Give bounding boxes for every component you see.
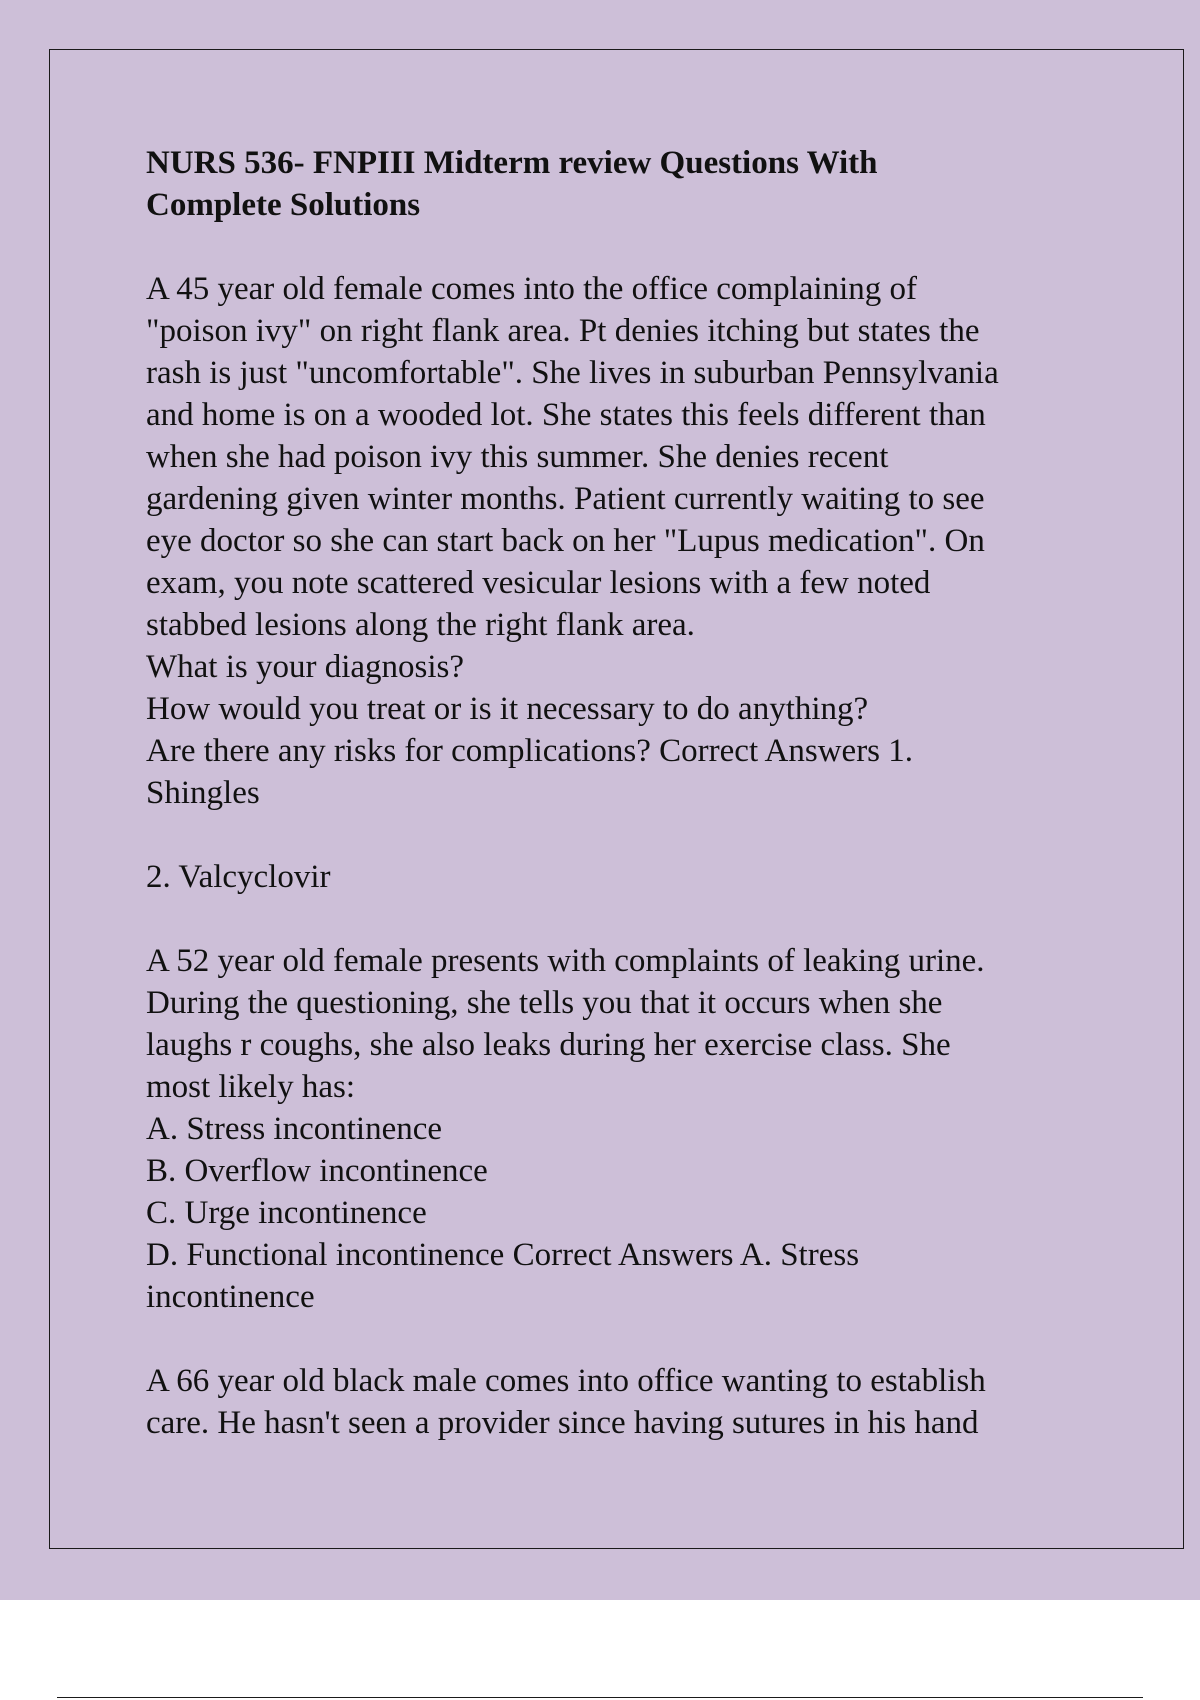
question-2-text: A 52 year old female presents with complaints of leaking urine. During the questioning, she tells you that it occurs when she laughs r coughs, she also leaks during her exercise class. She most likely has: A. Stress incontinence B. Overflow incontinence C. Urge incontinence D. Functional incontinence Correct Answers A. Stress incontinence <box>146 943 985 1315</box>
question-1-answer-2: 2. Valcyclovir <box>146 859 331 895</box>
question-1-text: A 45 year old female comes into the office complaining of "poison ivy" on right flank area. Pt denies itching but states the rash is just "uncomfortable". She lives in suburban Pennsylvania and home is on a wooded lot. She states this feels different than when she had poison ivy this summer. She denies recent gardening given winter months. Patient currently waiting to see eye doctor so she can start back on her "Lupus medication". On exam, you note scattered vesicular lesions with a few noted stabbed lesions along the right flank area. What is your diagnosis? How would you treat or is it necessary to do anything? Are there any risks for complications? Correct Answers 1. Shingles <box>146 271 999 811</box>
spacer <box>146 226 1106 268</box>
spacer <box>146 898 1106 940</box>
document-content <box>146 142 1106 1444</box>
spacer <box>146 814 1106 856</box>
document-title: NURS 536- FNPIII Midterm review Questions With Complete Solutions <box>146 145 878 223</box>
bottom-divider <box>57 1697 1143 1698</box>
question-3-text: A 66 year old black male comes into office wanting to establish care. He hasn't seen a provider since having sutures in his hand <box>146 1363 986 1441</box>
spacer <box>146 1318 1106 1360</box>
